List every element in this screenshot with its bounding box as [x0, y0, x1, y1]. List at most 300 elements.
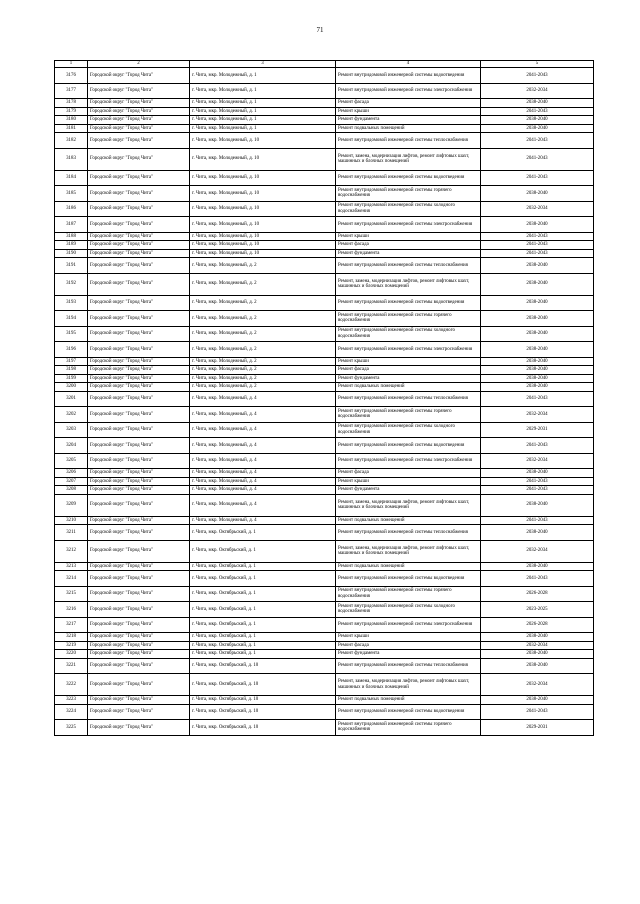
address-cell: г. Чита, мкр. Молодежный, д. 2: [190, 383, 336, 392]
address-cell: г. Чита, мкр. Октябрьский, д. 1: [190, 633, 336, 642]
address-cell: г. Чита, мкр. Молодежный, д. 2: [190, 273, 336, 295]
work-type-cell: Ремонт внутридомовой инженерной системы водоотведения: [336, 295, 481, 311]
row-number: 3181: [55, 124, 88, 133]
municipality-cell: Городской округ "Город Чита": [88, 133, 190, 149]
table-row: [55, 720, 594, 736]
address-cell: г. Чита, мкр. Молодежный, д. 10: [190, 133, 336, 149]
period-cell: 2038-2040: [481, 258, 594, 274]
period-cell: 2038-2040: [481, 99, 594, 108]
period-cell: 2041-2043: [481, 170, 594, 186]
work-type-cell: Ремонт внутридомовой инженерной системы горячего водоснабжения: [336, 311, 481, 327]
row-number: 3211: [55, 525, 88, 541]
column-header: 2: [88, 61, 190, 68]
column-header: 3: [190, 61, 336, 68]
row-number: 3200: [55, 383, 88, 392]
table-row: [55, 422, 594, 438]
table-row: [55, 617, 594, 633]
table-row: [55, 83, 594, 99]
municipality-cell: Городской округ "Город Чита": [88, 586, 190, 602]
municipality-cell: Городской округ "Город Чита": [88, 383, 190, 392]
period-cell: 2041-2043: [481, 438, 594, 454]
table-row: [55, 249, 594, 258]
municipality-cell: Городской округ "Город Чита": [88, 148, 190, 170]
table-row: [55, 650, 594, 659]
municipality-cell: Городской округ "Город Чита": [88, 357, 190, 366]
address-cell: г. Чита, мкр. Молодежный, д. 4: [190, 477, 336, 486]
table-row: [55, 311, 594, 327]
work-type-cell: Ремонт внутридомовой инженерной системы теплоснабжения: [336, 133, 481, 149]
period-cell: 2038-2040: [481, 374, 594, 383]
work-type-cell: Ремонт подвальных помещений: [336, 562, 481, 571]
address-cell: г. Чита, мкр. Молодежный, д. 4: [190, 422, 336, 438]
municipality-cell: Городской округ "Город Чита": [88, 116, 190, 125]
work-type-cell: Ремонт крыши: [336, 357, 481, 366]
municipality-cell: Городской округ "Город Чита": [88, 525, 190, 541]
period-cell: 2041-2043: [481, 477, 594, 486]
address-cell: г. Чита, мкр. Октябрьский, д. 10: [190, 704, 336, 720]
municipality-cell: Городской округ "Город Чита": [88, 571, 190, 587]
row-number: 3223: [55, 696, 88, 705]
table-row: [55, 217, 594, 233]
address-cell: г. Чита, мкр. Октябрьский, д. 1: [190, 602, 336, 618]
municipality-cell: Городской округ "Город Чита": [88, 494, 190, 516]
work-type-cell: Ремонт внутридомовой инженерной системы электроснабжения: [336, 217, 481, 233]
table-row: [55, 516, 594, 525]
period-cell: 2038-2040: [481, 494, 594, 516]
table-row: [55, 704, 594, 720]
row-number: 3187: [55, 217, 88, 233]
table-row: [55, 438, 594, 454]
period-cell: 2041-2043: [481, 107, 594, 116]
period-cell: 2038-2040: [481, 311, 594, 327]
municipality-cell: Городской округ "Город Чита": [88, 232, 190, 241]
municipality-cell: Городской округ "Город Чита": [88, 453, 190, 469]
row-number: 3201: [55, 391, 88, 407]
column-header: 5: [481, 61, 594, 68]
period-cell: 2038-2040: [481, 562, 594, 571]
table-row: [55, 525, 594, 541]
address-cell: г. Чита, мкр. Октябрьский, д. 1: [190, 540, 336, 562]
municipality-cell: Городской округ "Город Чита": [88, 469, 190, 478]
work-type-cell: Ремонт внутридомовой инженерной системы водоотведения: [336, 170, 481, 186]
work-type-cell: Ремонт, замена, модернизация лифтов, ремонт лифтовых шахт, машинных и блочных помещений: [336, 494, 481, 516]
period-cell: 2023-2025: [481, 602, 594, 618]
address-cell: г. Чита, мкр. Молодежный, д. 1: [190, 124, 336, 133]
row-number: 3216: [55, 602, 88, 618]
work-type-cell: Ремонт фундамента: [336, 374, 481, 383]
period-cell: 2032-2034: [481, 641, 594, 650]
column-header: 1: [55, 61, 88, 68]
work-type-cell: Ремонт внутридомовой инженерной системы горячего водоснабжения: [336, 407, 481, 423]
table-row: [55, 186, 594, 202]
work-type-cell: Ремонт фундамента: [336, 116, 481, 125]
column-header: 4: [336, 61, 481, 68]
row-number: 3212: [55, 540, 88, 562]
address-cell: г. Чита, мкр. Молодежный, д. 1: [190, 116, 336, 125]
table-row: [55, 258, 594, 274]
work-type-cell: Ремонт внутридомовой инженерной системы электроснабжения: [336, 83, 481, 99]
period-cell: 2038-2040: [481, 650, 594, 659]
municipality-cell: Городской округ "Город Чита": [88, 295, 190, 311]
table-row: [55, 241, 594, 250]
period-cell: 2041-2043: [481, 486, 594, 495]
address-cell: г. Чита, мкр. Молодежный, д. 10: [190, 232, 336, 241]
row-number: 3192: [55, 273, 88, 295]
work-type-cell: Ремонт фасада: [336, 366, 481, 375]
work-type-cell: Ремонт внутридомовой инженерной системы холодного водоснабжения: [336, 422, 481, 438]
row-number: 3218: [55, 633, 88, 642]
period-cell: 2032-2034: [481, 407, 594, 423]
period-cell: 2038-2040: [481, 366, 594, 375]
row-number: 3209: [55, 494, 88, 516]
row-number: 3198: [55, 366, 88, 375]
municipality-cell: Городской округ "Город Чита": [88, 633, 190, 642]
period-cell: 2026-2028: [481, 617, 594, 633]
work-type-cell: Ремонт, замена, модернизация лифтов, ремонт лифтовых шахт, машинных и блочных помещений: [336, 148, 481, 170]
row-number: 3221: [55, 658, 88, 674]
period-cell: 2032-2034: [481, 674, 594, 696]
municipality-cell: Городской округ "Город Чита": [88, 477, 190, 486]
table-row: [55, 107, 594, 116]
work-type-cell: Ремонт внутридомовой инженерной системы горячего водоснабжения: [336, 720, 481, 736]
row-number: 3178: [55, 99, 88, 108]
address-cell: г. Чита, мкр. Молодежный, д. 1: [190, 68, 336, 84]
address-cell: г. Чита, мкр. Молодежный, д. 10: [190, 217, 336, 233]
address-cell: г. Чита, мкр. Молодежный, д. 4: [190, 516, 336, 525]
municipality-cell: Городской округ "Город Чита": [88, 516, 190, 525]
period-cell: 2038-2040: [481, 326, 594, 342]
work-type-cell: Ремонт фасада: [336, 241, 481, 250]
municipality-cell: Городской округ "Город Чита": [88, 258, 190, 274]
address-cell: г. Чита, мкр. Молодежный, д. 10: [190, 186, 336, 202]
row-number: 3220: [55, 650, 88, 659]
row-number: 3210: [55, 516, 88, 525]
address-cell: г. Чита, мкр. Молодежный, д. 4: [190, 391, 336, 407]
work-type-cell: Ремонт внутридомовой инженерной системы водоотведения: [336, 438, 481, 454]
municipality-cell: Городской округ "Город Чита": [88, 249, 190, 258]
row-number: 3205: [55, 453, 88, 469]
row-number: 3180: [55, 116, 88, 125]
table-row: [55, 124, 594, 133]
row-number: 3208: [55, 486, 88, 495]
row-number: 3191: [55, 258, 88, 274]
row-number: 3199: [55, 374, 88, 383]
table-row: [55, 586, 594, 602]
work-type-cell: Ремонт внутридомовой инженерной системы горячего водоснабжения: [336, 186, 481, 202]
municipality-cell: Городской округ "Город Чита": [88, 720, 190, 736]
row-number: 3204: [55, 438, 88, 454]
municipality-cell: Городской округ "Город Чита": [88, 374, 190, 383]
period-cell: 2026-2028: [481, 586, 594, 602]
period-cell: 2029-2031: [481, 422, 594, 438]
row-number: 3213: [55, 562, 88, 571]
municipality-cell: Городской округ "Город Чита": [88, 696, 190, 705]
register-table: [54, 60, 594, 736]
address-cell: г. Чита, мкр. Молодежный, д. 2: [190, 311, 336, 327]
address-cell: г. Чита, мкр. Октябрьский, д. 10: [190, 696, 336, 705]
work-type-cell: Ремонт внутридомовой инженерной системы холодного водоснабжения: [336, 326, 481, 342]
work-type-cell: Ремонт подвальных помещений: [336, 696, 481, 705]
municipality-cell: Городской округ "Город Чита": [88, 366, 190, 375]
municipality-cell: Городской округ "Город Чита": [88, 326, 190, 342]
row-number: 3176: [55, 68, 88, 84]
table-row: [55, 407, 594, 423]
work-type-cell: Ремонт внутридомовой инженерной системы теплоснабжения: [336, 658, 481, 674]
work-type-cell: Ремонт внутридомовой инженерной системы теплоснабжения: [336, 391, 481, 407]
municipality-cell: Городской округ "Город Чита": [88, 704, 190, 720]
period-cell: 2041-2043: [481, 232, 594, 241]
municipality-cell: Городской округ "Город Чита": [88, 438, 190, 454]
table-row: [55, 674, 594, 696]
row-number: 3188: [55, 232, 88, 241]
row-number: 3177: [55, 83, 88, 99]
work-type-cell: Ремонт внутридомовой инженерной системы водоотведения: [336, 704, 481, 720]
table-row: [55, 295, 594, 311]
work-type-cell: Ремонт фасада: [336, 469, 481, 478]
address-cell: г. Чита, мкр. Молодежный, д. 10: [190, 241, 336, 250]
municipality-cell: Городской округ "Город Чита": [88, 107, 190, 116]
period-cell: 2041-2043: [481, 571, 594, 587]
municipality-cell: Городской округ "Город Чита": [88, 124, 190, 133]
row-number: 3183: [55, 148, 88, 170]
municipality-cell: Городской округ "Город Чита": [88, 201, 190, 217]
address-cell: г. Чита, мкр. Молодежный, д. 10: [190, 148, 336, 170]
work-type-cell: Ремонт внутридомовой инженерной системы горячего водоснабжения: [336, 586, 481, 602]
work-type-cell: Ремонт, замена, модернизация лифтов, ремонт лифтовых шахт, машинных и блочных помещений: [336, 674, 481, 696]
period-cell: 2038-2040: [481, 273, 594, 295]
row-number: 3196: [55, 342, 88, 358]
address-cell: г. Чита, мкр. Октябрьский, д. 10: [190, 674, 336, 696]
period-cell: 2041-2043: [481, 516, 594, 525]
municipality-cell: Городской округ "Город Чита": [88, 273, 190, 295]
row-number: 3179: [55, 107, 88, 116]
period-cell: 2032-2034: [481, 201, 594, 217]
period-cell: 2038-2040: [481, 469, 594, 478]
table-row: [55, 696, 594, 705]
table-row: [55, 494, 594, 516]
address-cell: г. Чита, мкр. Октябрьский, д. 1: [190, 617, 336, 633]
work-type-cell: Ремонт крыши: [336, 477, 481, 486]
table-row: [55, 366, 594, 375]
address-cell: г. Чита, мкр. Октябрьский, д. 1: [190, 650, 336, 659]
period-cell: 2038-2040: [481, 342, 594, 358]
work-type-cell: Ремонт внутридомовой инженерной системы теплоснабжения: [336, 258, 481, 274]
municipality-cell: Городской округ "Город Чита": [88, 540, 190, 562]
municipality-cell: Городской округ "Город Чита": [88, 407, 190, 423]
address-cell: г. Чита, мкр. Молодежный, д. 1: [190, 107, 336, 116]
work-type-cell: Ремонт фундамента: [336, 249, 481, 258]
table-row: [55, 658, 594, 674]
work-type-cell: Ремонт подвальных помещений: [336, 383, 481, 392]
table-row: [55, 571, 594, 587]
row-number: 3214: [55, 571, 88, 587]
table-row: [55, 116, 594, 125]
table-row: [55, 342, 594, 358]
row-number: 3185: [55, 186, 88, 202]
address-cell: г. Чита, мкр. Молодежный, д. 10: [190, 201, 336, 217]
page-number: 71: [316, 26, 324, 34]
period-cell: 2032-2034: [481, 453, 594, 469]
municipality-cell: Городской округ "Город Чита": [88, 342, 190, 358]
address-cell: г. Чита, мкр. Молодежный, д. 4: [190, 469, 336, 478]
address-cell: г. Чита, мкр. Молодежный, д. 4: [190, 494, 336, 516]
table-row: [55, 232, 594, 241]
municipality-cell: Городской округ "Город Чита": [88, 562, 190, 571]
address-cell: г. Чита, мкр. Молодежный, д. 10: [190, 249, 336, 258]
row-number: 3190: [55, 249, 88, 258]
table-row: [55, 383, 594, 392]
address-cell: г. Чита, мкр. Октябрьский, д. 10: [190, 658, 336, 674]
municipality-cell: Городской округ "Город Чита": [88, 391, 190, 407]
column-number-row: [55, 61, 594, 68]
period-cell: 2041-2043: [481, 241, 594, 250]
municipality-cell: Городской округ "Город Чита": [88, 99, 190, 108]
municipality-cell: Городской округ "Город Чита": [88, 68, 190, 84]
work-type-cell: Ремонт фасада: [336, 641, 481, 650]
row-number: 3189: [55, 241, 88, 250]
row-number: 3186: [55, 201, 88, 217]
row-number: 3184: [55, 170, 88, 186]
table-row: [55, 170, 594, 186]
address-cell: г. Чита, мкр. Молодежный, д. 2: [190, 295, 336, 311]
work-type-cell: Ремонт крыши: [336, 107, 481, 116]
table-row: [55, 486, 594, 495]
municipality-cell: Городской округ "Город Чита": [88, 641, 190, 650]
period-cell: 2041-2043: [481, 249, 594, 258]
period-cell: 2041-2043: [481, 133, 594, 149]
table-row: [55, 273, 594, 295]
work-type-cell: Ремонт подвальных помещений: [336, 516, 481, 525]
table-row: [55, 562, 594, 571]
table-row: [55, 357, 594, 366]
work-type-cell: Ремонт подвальных помещений: [336, 124, 481, 133]
period-cell: 2041-2043: [481, 68, 594, 84]
row-number: 3193: [55, 295, 88, 311]
address-cell: г. Чита, мкр. Молодежный, д. 2: [190, 357, 336, 366]
work-type-cell: Ремонт фасада: [336, 99, 481, 108]
municipality-cell: Городской округ "Город Чита": [88, 486, 190, 495]
work-type-cell: Ремонт крыши: [336, 633, 481, 642]
address-cell: г. Чита, мкр. Молодежный, д. 4: [190, 438, 336, 454]
municipality-cell: Городской округ "Город Чита": [88, 170, 190, 186]
address-cell: г. Чита, мкр. Молодежный, д. 4: [190, 407, 336, 423]
municipality-cell: Городской округ "Город Чита": [88, 617, 190, 633]
address-cell: г. Чита, мкр. Молодежный, д. 1: [190, 83, 336, 99]
table-row: [55, 633, 594, 642]
table-row: [55, 641, 594, 650]
municipality-cell: Городской округ "Город Чита": [88, 241, 190, 250]
work-type-cell: Ремонт крыши: [336, 232, 481, 241]
row-number: 3203: [55, 422, 88, 438]
work-type-cell: Ремонт внутридомовой инженерной системы теплоснабжения: [336, 525, 481, 541]
row-number: 3215: [55, 586, 88, 602]
period-cell: 2038-2040: [481, 186, 594, 202]
municipality-cell: Городской округ "Город Чита": [88, 674, 190, 696]
address-cell: г. Чита, мкр. Молодежный, д. 2: [190, 342, 336, 358]
municipality-cell: Городской округ "Город Чита": [88, 422, 190, 438]
period-cell: 2038-2040: [481, 658, 594, 674]
address-cell: г. Чита, мкр. Молодежный, д. 4: [190, 453, 336, 469]
table-row: [55, 68, 594, 84]
work-type-cell: Ремонт фундамента: [336, 650, 481, 659]
address-cell: г. Чита, мкр. Молодежный, д. 1: [190, 99, 336, 108]
period-cell: 2038-2040: [481, 696, 594, 705]
work-type-cell: Ремонт внутридомовой инженерной системы холодного водоснабжения: [336, 602, 481, 618]
municipality-cell: Городской округ "Город Чита": [88, 658, 190, 674]
address-cell: г. Чита, мкр. Молодежный, д. 10: [190, 170, 336, 186]
period-cell: 2038-2040: [481, 116, 594, 125]
address-cell: г. Чита, мкр. Молодежный, д. 2: [190, 366, 336, 375]
address-cell: г. Чита, мкр. Октябрьский, д. 1: [190, 571, 336, 587]
period-cell: 2038-2040: [481, 124, 594, 133]
row-number: 3225: [55, 720, 88, 736]
table-row: [55, 326, 594, 342]
municipality-cell: Городской округ "Город Чита": [88, 602, 190, 618]
period-cell: 2041-2043: [481, 391, 594, 407]
row-number: 3194: [55, 311, 88, 327]
period-cell: 2032-2034: [481, 83, 594, 99]
table-row: [55, 374, 594, 383]
period-cell: 2032-2034: [481, 540, 594, 562]
period-cell: 2038-2040: [481, 633, 594, 642]
address-cell: г. Чита, мкр. Молодежный, д. 4: [190, 486, 336, 495]
table-row: [55, 602, 594, 618]
work-type-cell: Ремонт фундамента: [336, 486, 481, 495]
work-type-cell: Ремонт, замена, модернизация лифтов, ремонт лифтовых шахт, машинных и блочных помещений: [336, 273, 481, 295]
row-number: 3182: [55, 133, 88, 149]
table-row: [55, 148, 594, 170]
table-row: [55, 469, 594, 478]
address-cell: г. Чита, мкр. Молодежный, д. 2: [190, 374, 336, 383]
municipality-cell: Городской округ "Город Чита": [88, 311, 190, 327]
period-cell: 2038-2040: [481, 525, 594, 541]
address-cell: г. Чита, мкр. Октябрьский, д. 1: [190, 525, 336, 541]
municipality-cell: Городской округ "Город Чита": [88, 217, 190, 233]
period-cell: 2041-2043: [481, 704, 594, 720]
row-number: 3222: [55, 674, 88, 696]
address-cell: г. Чита, мкр. Октябрьский, д. 1: [190, 562, 336, 571]
row-number: 3217: [55, 617, 88, 633]
address-cell: г. Чита, мкр. Молодежный, д. 2: [190, 258, 336, 274]
table-row: [55, 391, 594, 407]
work-type-cell: Ремонт внутридомовой инженерной системы электроснабжения: [336, 342, 481, 358]
period-cell: 2029-2031: [481, 720, 594, 736]
period-cell: 2038-2040: [481, 357, 594, 366]
row-number: 3197: [55, 357, 88, 366]
period-cell: 2038-2040: [481, 383, 594, 392]
address-cell: г. Чита, мкр. Молодежный, д. 2: [190, 326, 336, 342]
address-cell: г. Чита, мкр. Октябрьский, д. 10: [190, 720, 336, 736]
table-row: [55, 540, 594, 562]
row-number: 3206: [55, 469, 88, 478]
row-number: 3202: [55, 407, 88, 423]
row-number: 3224: [55, 704, 88, 720]
table-row: [55, 453, 594, 469]
address-cell: г. Чита, мкр. Октябрьский, д. 1: [190, 586, 336, 602]
table-row: [55, 99, 594, 108]
work-type-cell: Ремонт внутридомовой инженерной системы электроснабжения: [336, 453, 481, 469]
municipality-cell: Городской округ "Город Чита": [88, 650, 190, 659]
period-cell: 2038-2040: [481, 217, 594, 233]
municipality-cell: Городской округ "Город Чита": [88, 186, 190, 202]
municipality-cell: Городской округ "Город Чита": [88, 83, 190, 99]
work-type-cell: Ремонт внутридомовой инженерной системы электроснабжения: [336, 617, 481, 633]
table-row: [55, 201, 594, 217]
work-type-cell: Ремонт внутридомовой инженерной системы водоотведения: [336, 68, 481, 84]
work-type-cell: Ремонт внутридомовой инженерной системы водоотведения: [336, 571, 481, 587]
period-cell: 2038-2040: [481, 295, 594, 311]
work-type-cell: Ремонт внутридомовой инженерной системы холодного водоснабжения: [336, 201, 481, 217]
